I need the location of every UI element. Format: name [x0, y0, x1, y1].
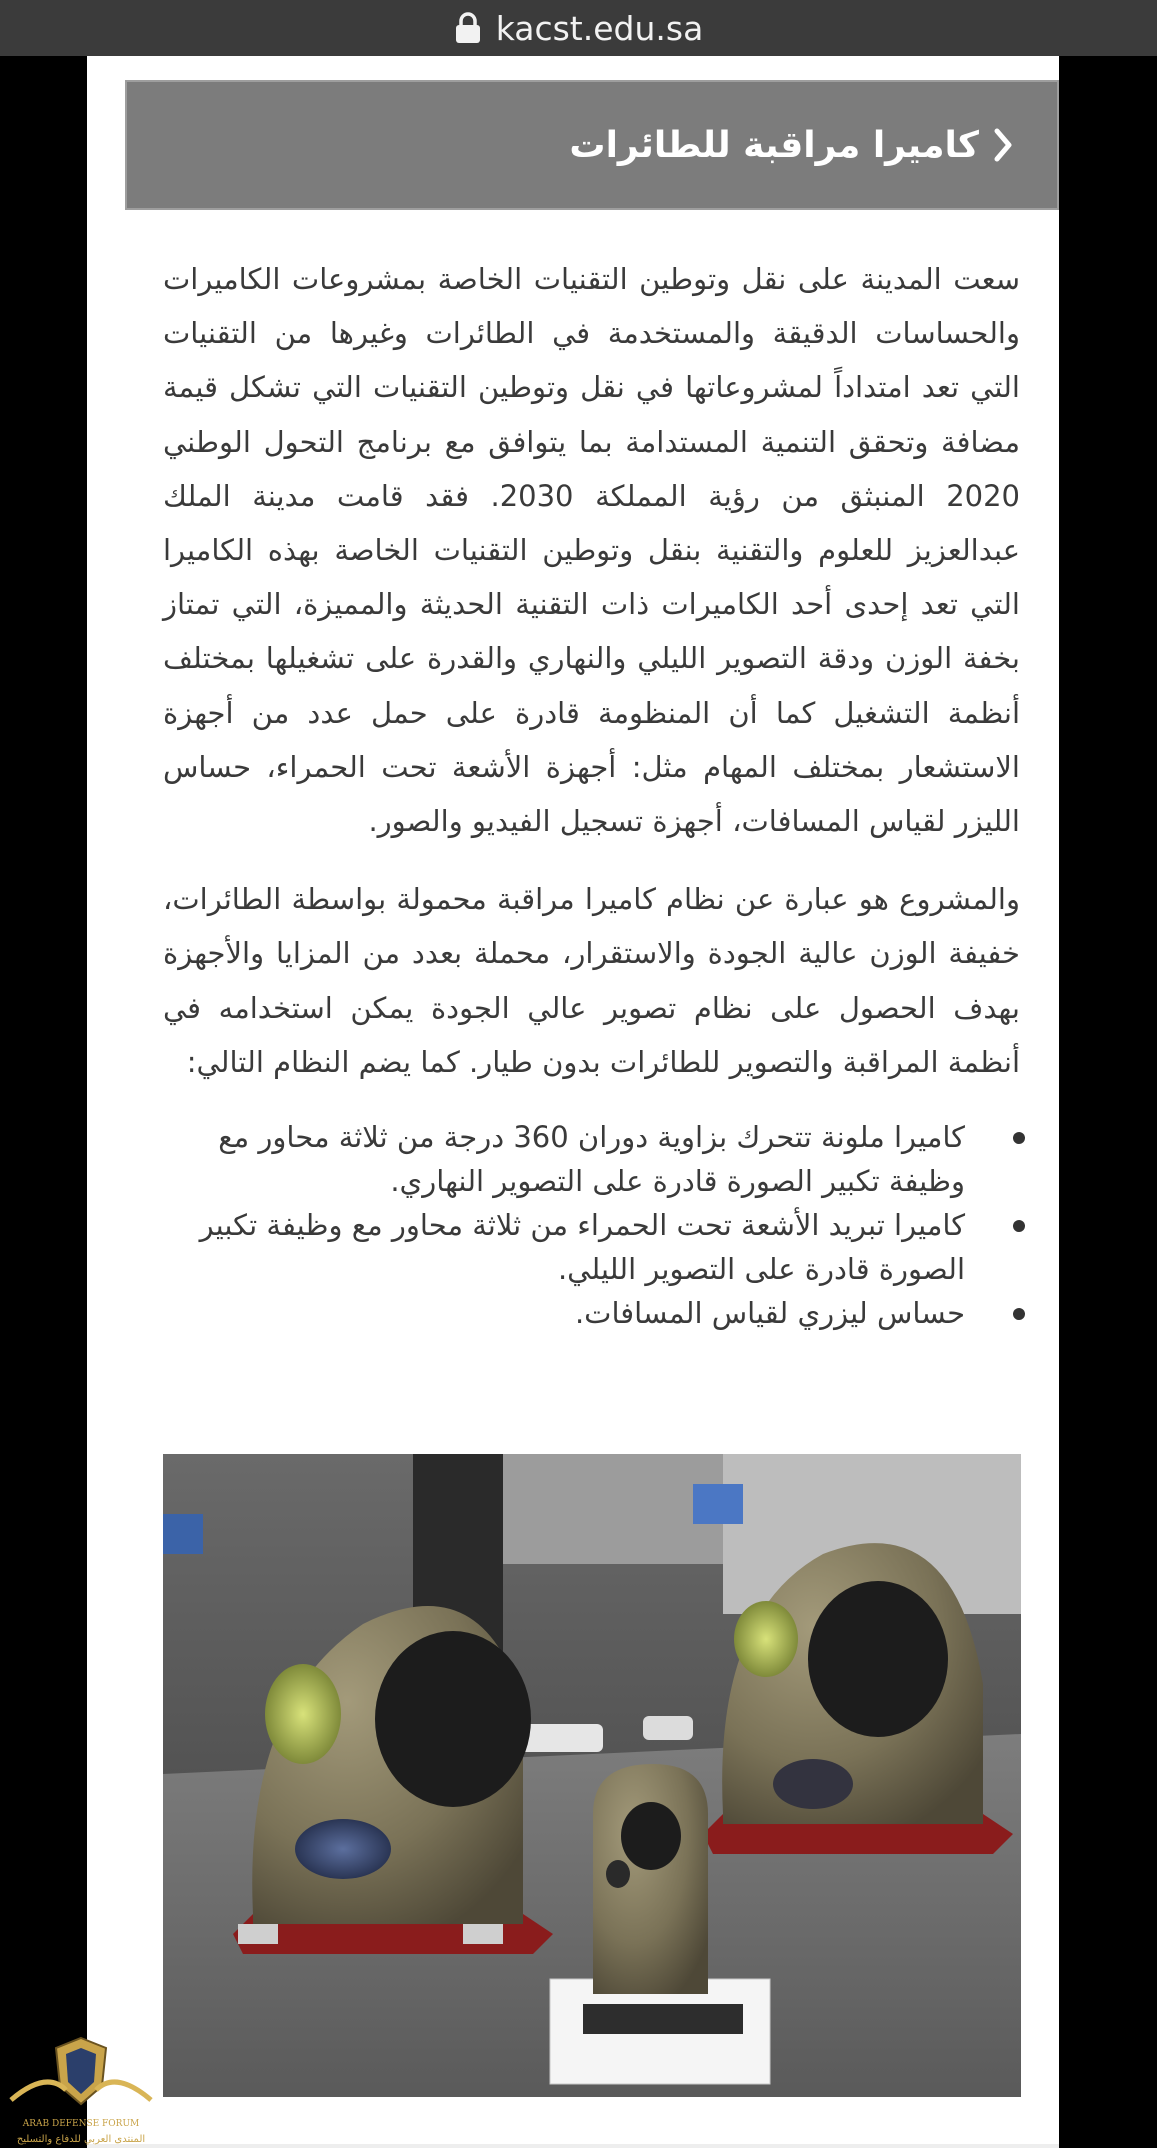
url-text: kacst.edu.sa [495, 8, 704, 48]
watermark-text-ar: المنتدى العربي للدفاع والتسليح [16, 2134, 146, 2145]
list-item-text: كاميرا تبريد الأشعة تحت الحمراء من ثلاثة محاور مع وظيفة تكبير الصورة قادرة على التصوير الليلي. [199, 1208, 965, 1287]
camera-product-photo [163, 1454, 1021, 2097]
article-paragraph: سعت المدينة على نقل وتوطين التقنيات الخاصة بمشروعات الكاميرات والحساسات الدقيقة والمستخدمة في الطائرات وغيرها من التقنيات التي تعد امتداداً لمشروعاتها في نقل وتوطين التقنيات التي تشكل قيمة مضافة وتحقق التنمية المستدامة بما يتوافق مع برنامج التحول الوطني 2020 المنبثق من رؤية المملكة 2030. فقد قامت مدينة الملك عبدالعزيز للعلوم والتقنية بنقل وتوطين التقنيات الخاصة بهذه الكاميرا التي تعد إحدى أحد الكاميرات ذات التقنية الحديثة والمميزة، التي تمتاز بخفة الوزن ودقة التصوير الليلي والنهاري والقدرة على تشغيلها بمختلف أنظمة التشغيل كما أن المنظومة قادرة على حمل عدد من أجهزة الاستشعار بمختلف المهام مثل: أجهزة الأشعة تحت الحمراء، حساس الليزر لقياس المسافات، أجهزة تسجيل الفيديو والصور. [163, 262, 1020, 839]
list-item [163, 1115, 965, 1203]
bullet-icon [1013, 1132, 1025, 1144]
lock-icon [454, 12, 482, 44]
bullet-icon [1013, 1308, 1025, 1320]
list-item [163, 1291, 965, 1335]
page-content [87, 56, 1059, 2148]
page-title: كاميرا مراقبة للطائرات [569, 124, 979, 166]
chevron-left-icon[interactable] [987, 125, 1017, 165]
list-item-text: حساس ليزري لقياس المسافات. [574, 1296, 965, 1331]
article-paragraph: والمشروع هو عبارة عن نظام كاميرا مراقبة محمولة بواسطة الطائرات، خفيفة الوزن عالية الجودة والاستقرار، محملة بعدد من المزايا والأجهزة بهدف الحصول على نظام تصوير عالي الجودة يمكن استخدامه في أنظمة المراقبة والتصوير للطائرات بدون طيار. كما يضم النظام التالي: [163, 882, 1020, 1079]
watermark-text-en: ARAB DEFENSE FORUM [22, 2119, 140, 2129]
list-item-text: كاميرا ملونة تتحرك بزاوية دوران 360 درجة من ثلاثة محاور مع وظيفة تكبير الصورة قادرة على التصوير النهاري. [218, 1120, 965, 1199]
list-item [163, 1203, 965, 1291]
browser-address-bar[interactable] [0, 0, 1157, 56]
bullet-icon [1013, 1220, 1025, 1232]
section-header[interactable] [125, 80, 1059, 210]
forum-logo-watermark [6, 2030, 156, 2148]
article-body [163, 252, 1020, 1335]
page-bottom-edge [87, 2144, 1059, 2148]
feature-list [163, 1115, 1020, 1335]
